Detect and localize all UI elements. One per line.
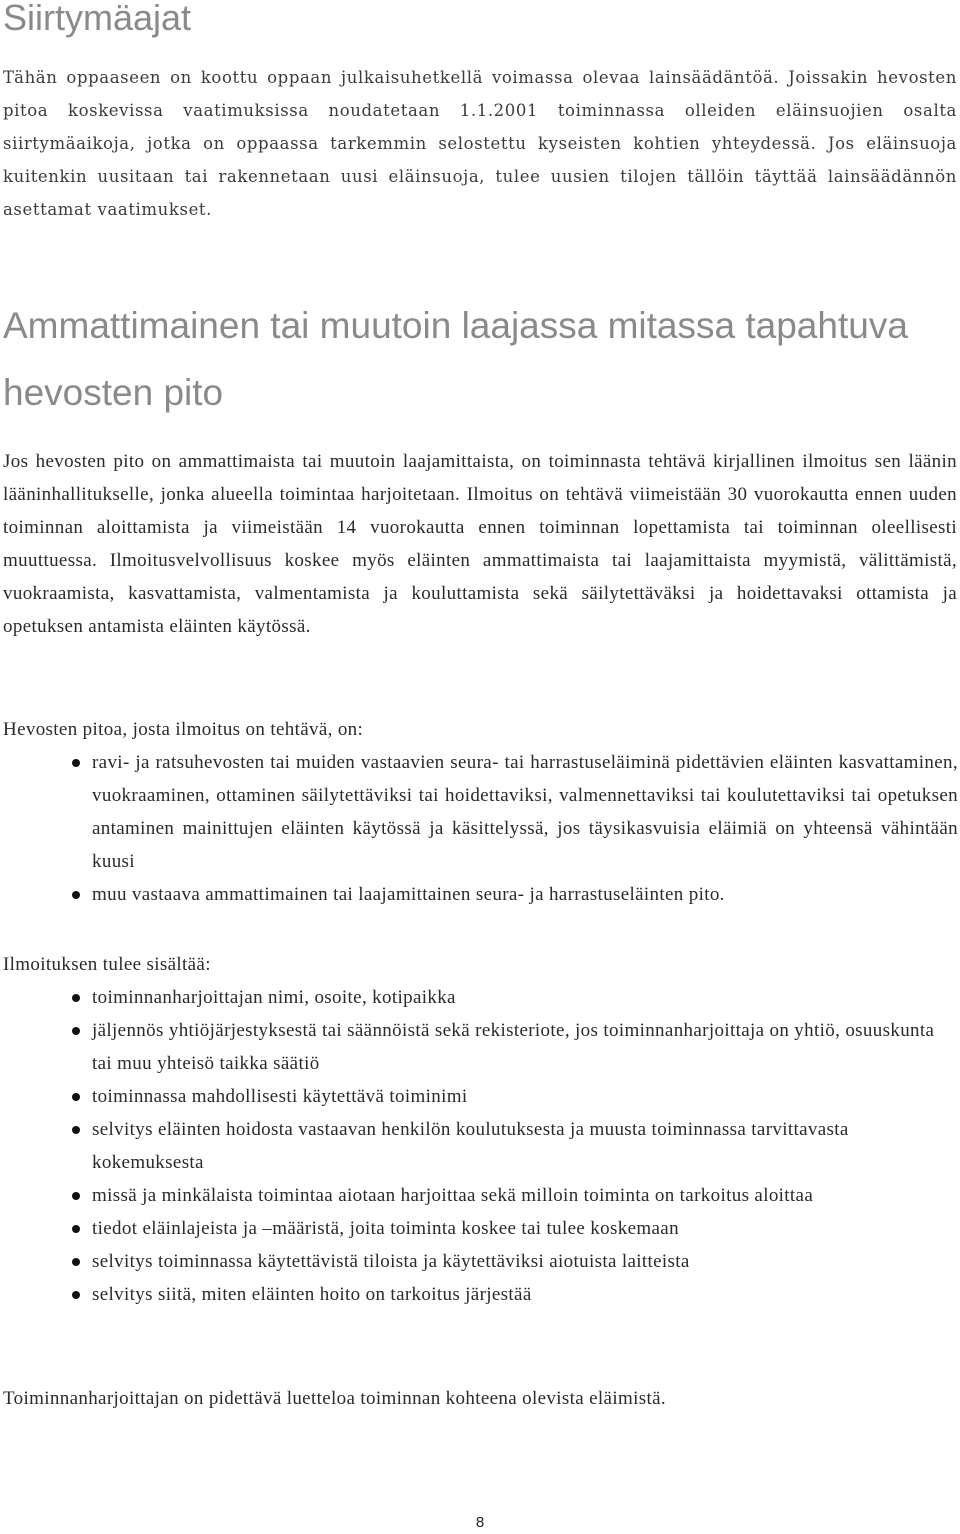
- list-item-text: toiminnanharjoittajan nimi, osoite, kotipaikka: [92, 987, 456, 1008]
- list-item: [0, 1113, 958, 1179]
- bullet-icon: [72, 994, 80, 1002]
- bullet-icon: [72, 891, 80, 899]
- section-heading-professional-horse-keeping: Ammattimainen tai muutoin laajassa mitassa tapahtuva hevosten pito: [3, 305, 908, 413]
- notification-contents-list: [0, 981, 960, 1311]
- notification-paragraph: Jos hevosten pito on ammattimaista tai muutoin laajamittaista, on toiminnasta tehtävä kirjallinen ilmoitus sen läänin lääninhallitukselle, jonka alueella toimintaa harjoitetaan. Ilmoitus on tehtävä viimeistään 30 vuorokautta ennen uuden toiminnan aloittamista ja viimeistään 14 vuorokautta ennen toiminnan lopettamista tai toiminnan oleellisesti muuttuessa. Ilmoitusvelvollisuus koskee myös eläinten ammattimaista tai laajamittaista myymistä, välittämistä, vuokraamista, kasvattamista, valmentamista ja kouluttamista sekä säilytettäväksi ja hoidettavaksi ottamista ja opetuksen antamista eläinten käytössä.: [3, 451, 957, 637]
- transition-periods-paragraph: Tähän oppaaseen on koottu oppaan julkaisuhetkellä voimassa olevaa lainsäädäntöä. Joissakin hevosten pitoa koskevissa vaatimuksissa noudatetaan 1.1.2001 toiminnassa olleiden eläinsuojien osalta siirtymäaikoja, jotka on oppaassa tarkemmin selostettu kyseisten kohtien yhteydessä. Jos eläinsuoja kuitenkin uusitaan tai rakennetaan uusi eläinsuoja, tulee uusien tilojen tällöin täyttää lainsäädännön asettamat vaatimukset.: [3, 68, 957, 219]
- section-heading-transition-periods: Siirtymäajat: [3, 0, 192, 38]
- list-item-text: muu vastaava ammattimainen tai laajamittainen seura- ja harrastuseläinten pito.: [92, 884, 725, 905]
- list-item: [0, 1278, 958, 1311]
- bullet-icon: [72, 1027, 80, 1035]
- bullet-icon: [72, 1192, 80, 1200]
- list-item-text: missä ja minkälaista toimintaa aiotaan harjoittaa sekä milloin toiminta on tarkoitus aloittaa: [92, 1185, 814, 1206]
- list-item: [0, 1245, 958, 1278]
- register-requirement-sentence: Toiminnanharjoittajan on pidettävä luetteloa toiminnan kohteena olevista eläimistä.: [3, 1388, 666, 1409]
- list-item: [0, 746, 958, 878]
- list-item-text: jäljennös yhtiöjärjestyksestä tai säännöistä sekä rekisteriote, jos toiminnanharjoittaja on yhtiö, osuuskunta tai muu yhteisö taikka säätiö: [92, 1020, 935, 1074]
- list-item: [0, 1179, 958, 1212]
- bullet-icon: [72, 759, 80, 767]
- list1-lead: Hevosten pitoa, josta ilmoitus on tehtävä, on:: [3, 719, 364, 740]
- bullet-icon: [72, 1258, 80, 1266]
- list-item: [0, 1080, 958, 1113]
- list-item: [0, 878, 958, 911]
- notifiable-horse-keeping-list: [0, 746, 960, 911]
- list2-lead: Ilmoituksen tulee sisältää:: [3, 954, 211, 975]
- bullet-icon: [72, 1093, 80, 1101]
- page-number: 8: [475, 1514, 485, 1531]
- list-item-text: tiedot eläinlajeista ja –määristä, joita toiminta koskee tai tulee koskemaan: [92, 1218, 679, 1239]
- list-item-text: selvitys siitä, miten eläinten hoito on tarkoitus järjestää: [92, 1284, 532, 1305]
- list-item: [0, 1014, 958, 1080]
- bullet-icon: [72, 1126, 80, 1134]
- bullet-icon: [72, 1291, 80, 1299]
- list-item-text: selvitys eläinten hoidosta vastaavan henkilön koulutuksesta ja muusta toiminnassa tarvittavasta kokemuksesta: [92, 1119, 849, 1173]
- list-item: [0, 981, 958, 1014]
- list-item: [0, 1212, 958, 1245]
- list-item-text: ravi- ja ratsuhevosten tai muiden vastaavien seura- tai harrastuseläiminä pidettävien eläinten kasvattaminen, vuokraaminen, ottaminen säilytettäviksi tai hoidettaviksi, valmennettaviksi tai koulutettaviksi tai opetuksen antaminen mainittujen eläinten käytössä ja käsittelyssä, jos täysikasvuisia eläimiä on yhteensä vähintään kuusi: [92, 752, 958, 872]
- list-item-text: toiminnassa mahdollisesti käytettävä toiminimi: [92, 1086, 468, 1107]
- bullet-icon: [72, 1225, 80, 1233]
- list-item-text: selvitys toiminnassa käytettävistä tiloista ja käytettäviksi aiotuista laitteista: [92, 1251, 690, 1272]
